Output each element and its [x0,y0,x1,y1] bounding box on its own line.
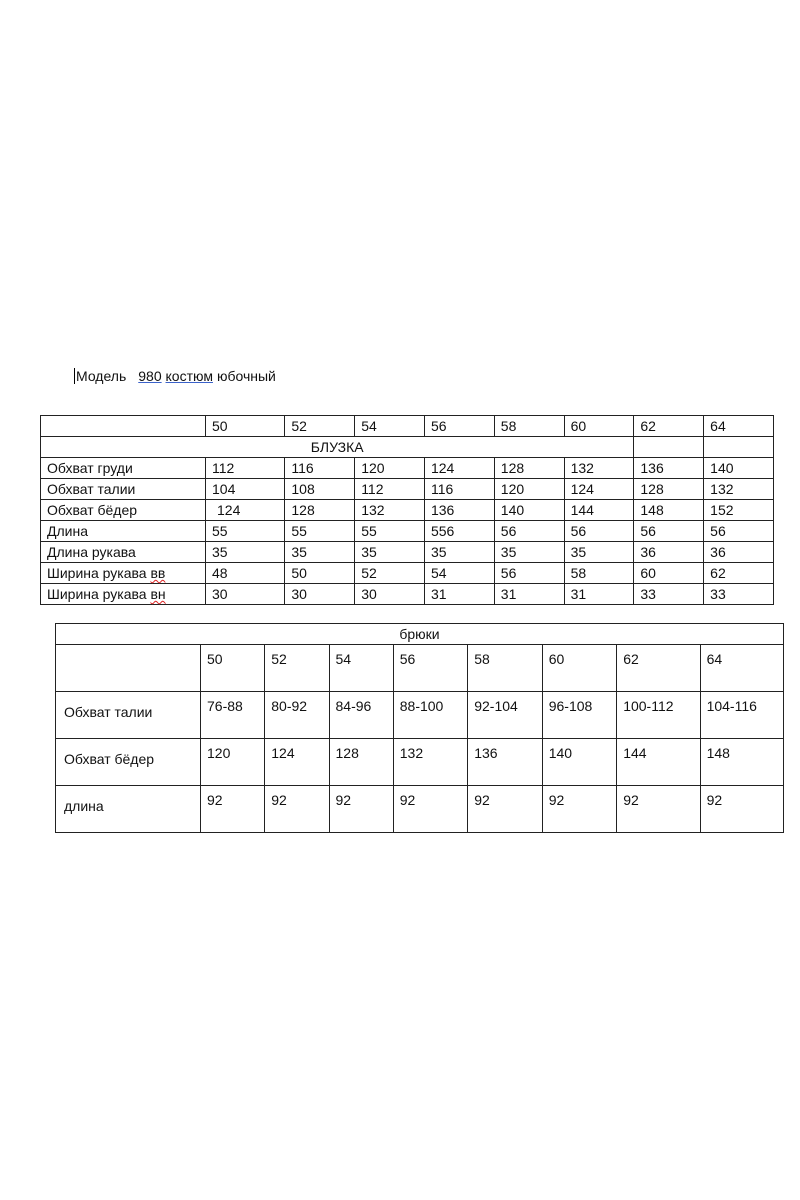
trousers-size-table [55,623,784,833]
row-label: Обхват талии [41,479,206,500]
value-cell: 112 [206,458,285,479]
value-cell: 30 [206,584,285,605]
value-cell: 96-108 [542,692,616,739]
blouse-title-row [41,437,774,458]
row-label: Обхват талии [56,692,201,739]
value-cell: 56 [704,521,774,542]
value-cell: 104-116 [700,692,783,739]
row-label: Обхват груди [41,458,206,479]
corner-cell [41,416,206,437]
model-type-word: костюм [165,368,213,384]
value-cell: 56 [564,521,634,542]
value-cell: 136 [468,739,542,786]
value-cell: 132 [393,739,467,786]
row-label-main: Ширина рукава [47,565,147,581]
value-cell: 120 [494,479,564,500]
value-cell: 100-112 [617,692,700,739]
size-cell: 54 [355,416,425,437]
size-header-row [56,645,784,692]
value-cell: 62 [704,563,774,584]
size-cell: 50 [201,645,265,692]
value-cell: 144 [564,500,634,521]
value-cell: 48 [206,563,285,584]
trousers-title: брюки [56,624,784,645]
model-suffix: юбочный [216,368,276,384]
value-cell: 50 [285,563,355,584]
value-cell: 128 [634,479,704,500]
trousers-title-row [56,624,784,645]
value-cell: 132 [704,479,774,500]
value-cell: 31 [564,584,634,605]
value-cell: 124 [206,500,285,521]
value-cell: 56 [494,563,564,584]
value-cell: 92 [201,786,265,833]
table-row [41,563,774,584]
size-cell: 60 [542,645,616,692]
value-cell: 124 [265,739,329,786]
blouse-size-table [40,415,774,605]
corner-cell [56,645,201,692]
blouse-title: БЛУЗКА [41,437,634,458]
size-cell: 58 [494,416,564,437]
value-cell: 30 [355,584,425,605]
value-cell: 55 [355,521,425,542]
row-label: Длина [41,521,206,542]
size-cell: 62 [634,416,704,437]
value-cell: 140 [704,458,774,479]
value-cell: 136 [424,500,494,521]
value-cell: 84-96 [329,692,393,739]
size-cell: 56 [393,645,467,692]
value-cell: 92 [542,786,616,833]
table-row [56,786,784,833]
row-label [41,584,206,605]
value-cell: 112 [355,479,425,500]
size-cell: 62 [617,645,700,692]
value-cell: 132 [355,500,425,521]
value-cell: 128 [494,458,564,479]
value-cell: 55 [285,521,355,542]
value-cell: 54 [424,563,494,584]
value-cell: 35 [564,542,634,563]
value-cell: 56 [634,521,704,542]
value-cell: 36 [704,542,774,563]
row-label: Обхват бёдер [41,500,206,521]
size-cell: 52 [285,416,355,437]
value-cell: 104 [206,479,285,500]
size-cell: 50 [206,416,285,437]
value-cell: 136 [634,458,704,479]
value-cell: 556 [424,521,494,542]
value-cell: 148 [700,739,783,786]
value-cell: 88-100 [393,692,467,739]
table-row [41,479,774,500]
row-label-suffix: вн [150,586,166,602]
size-header-row [41,416,774,437]
empty-cell [634,437,704,458]
size-cell: 60 [564,416,634,437]
size-cell: 58 [468,645,542,692]
value-cell: 124 [424,458,494,479]
value-cell: 120 [355,458,425,479]
empty-cell [704,437,774,458]
value-cell: 140 [542,739,616,786]
size-cell: 54 [329,645,393,692]
value-cell: 152 [704,500,774,521]
table-row [56,692,784,739]
size-cell: 64 [700,645,783,692]
size-cell: 52 [265,645,329,692]
text-cursor [74,368,75,384]
value-cell: 80-92 [265,692,329,739]
value-cell: 33 [704,584,774,605]
value-cell: 76-88 [201,692,265,739]
row-label: Обхват бёдер [56,739,201,786]
value-cell: 124 [564,479,634,500]
value-cell: 120 [201,739,265,786]
value-cell: 92 [617,786,700,833]
value-cell: 108 [285,479,355,500]
value-cell: 31 [424,584,494,605]
value-cell: 35 [494,542,564,563]
row-label: Длина рукава [41,542,206,563]
value-cell: 116 [424,479,494,500]
table-row [41,458,774,479]
table-row [41,584,774,605]
model-number: 980 [138,368,162,384]
value-cell: 35 [285,542,355,563]
row-label-main: Ширина рукава [47,586,147,602]
table-row [41,521,774,542]
value-cell: 92 [700,786,783,833]
value-cell: 35 [206,542,285,563]
table-row [41,542,774,563]
value-cell: 148 [634,500,704,521]
size-cell: 64 [704,416,774,437]
value-cell: 55 [206,521,285,542]
value-cell: 35 [355,542,425,563]
table-row [41,500,774,521]
model-heading [74,368,276,384]
value-cell: 144 [617,739,700,786]
value-cell: 31 [494,584,564,605]
row-label-suffix: вв [150,565,166,581]
row-label [41,563,206,584]
model-prefix: Модель [76,368,127,384]
value-cell: 116 [285,458,355,479]
value-cell: 58 [564,563,634,584]
table-row [56,739,784,786]
value-cell: 36 [634,542,704,563]
value-cell: 56 [494,521,564,542]
value-cell: 92 [468,786,542,833]
value-cell: 35 [424,542,494,563]
value-cell: 140 [494,500,564,521]
value-cell: 92 [265,786,329,833]
value-cell: 128 [285,500,355,521]
value-cell: 92 [329,786,393,833]
value-cell: 132 [564,458,634,479]
value-cell: 33 [634,584,704,605]
row-label: длина [56,786,201,833]
size-cell: 56 [424,416,494,437]
value-cell: 128 [329,739,393,786]
value-cell: 92-104 [468,692,542,739]
value-cell: 60 [634,563,704,584]
value-cell: 92 [393,786,467,833]
value-cell: 52 [355,563,425,584]
value-cell: 30 [285,584,355,605]
